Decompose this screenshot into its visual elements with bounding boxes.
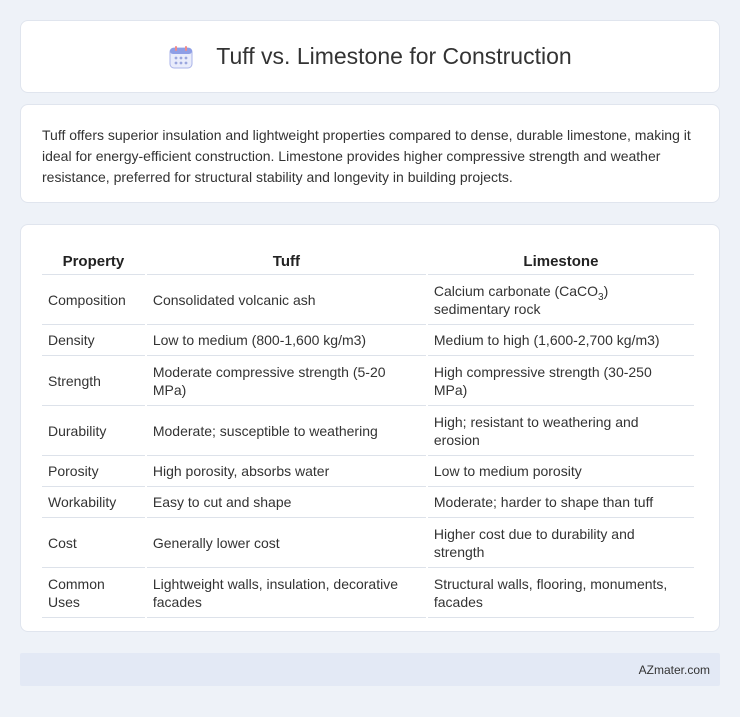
table-row: [42, 487, 694, 518]
table-row: [42, 406, 694, 456]
table-row: [42, 325, 694, 356]
limestone-text-continued: ) sedimentary rock: [433, 282, 609, 317]
column-header-limestone: Limestone: [428, 243, 694, 275]
tuff-cell: High porosity, absorbs water: [147, 456, 426, 487]
limestone-cell: [428, 275, 694, 325]
property-cell: Composition: [42, 275, 145, 325]
table-row: [42, 356, 694, 406]
limestone-cell: Low to medium porosity: [428, 456, 694, 487]
property-cell: Durability: [42, 406, 145, 456]
footer: [20, 653, 720, 686]
tuff-cell: Easy to cut and shape: [147, 487, 426, 518]
property-cell: Cost: [42, 518, 145, 568]
table-row: [42, 518, 694, 568]
tuff-cell: Lightweight walls, insulation, decorative facades: [147, 568, 426, 618]
tuff-cell: Moderate compressive strength (5-20 MPa): [147, 356, 426, 406]
property-cell: Porosity: [42, 456, 145, 487]
subscript: 3: [598, 291, 604, 303]
column-header-property: Property: [42, 243, 145, 275]
table-row: [42, 275, 694, 325]
property-cell: Workability: [42, 487, 145, 518]
limestone-cell: Moderate; harder to shape than tuff: [428, 487, 694, 518]
limestone-cell: Medium to high (1,600-2,700 kg/m3): [428, 325, 694, 356]
summary-text: Tuff offers superior insulation and lightweight properties compared to dense, durable limestone, making it ideal for energy-efficient construction. Limestone provides higher compressive strength and weather resistance, preferred for structural stability and longevity in building projects.: [42, 127, 691, 185]
limestone-cell: High; resistant to weathering and erosion: [428, 406, 694, 456]
table-header-row: [42, 243, 694, 275]
title-card: [20, 20, 720, 93]
calendar-icon: [168, 44, 194, 70]
limestone-cell: High compressive strength (30-250 MPa): [428, 356, 694, 406]
property-cell: Density: [42, 325, 145, 356]
limestone-text: Calcium carbonate (CaCO: [433, 282, 599, 299]
summary-card: [20, 104, 720, 203]
tuff-cell: Generally lower cost: [147, 518, 426, 568]
tuff-cell: Low to medium (800-1,600 kg/m3): [147, 325, 426, 356]
limestone-cell: Structural walls, flooring, monuments, facades: [428, 568, 694, 618]
property-cell: Common Uses: [42, 568, 145, 618]
table-row: [42, 456, 694, 487]
tuff-cell: Moderate; susceptible to weathering: [147, 406, 426, 456]
page-title: Tuff vs. Limestone for Construction: [216, 43, 572, 69]
limestone-cell: Higher cost due to durability and strength: [428, 518, 694, 568]
footer-source: AZmater.com: [638, 662, 710, 677]
column-header-tuff: Tuff: [147, 243, 426, 275]
property-cell: Strength: [42, 356, 145, 406]
comparison-table: [40, 243, 696, 618]
table-row: [42, 568, 694, 618]
comparison-table-card: [20, 224, 720, 632]
tuff-cell: Consolidated volcanic ash: [147, 275, 426, 325]
